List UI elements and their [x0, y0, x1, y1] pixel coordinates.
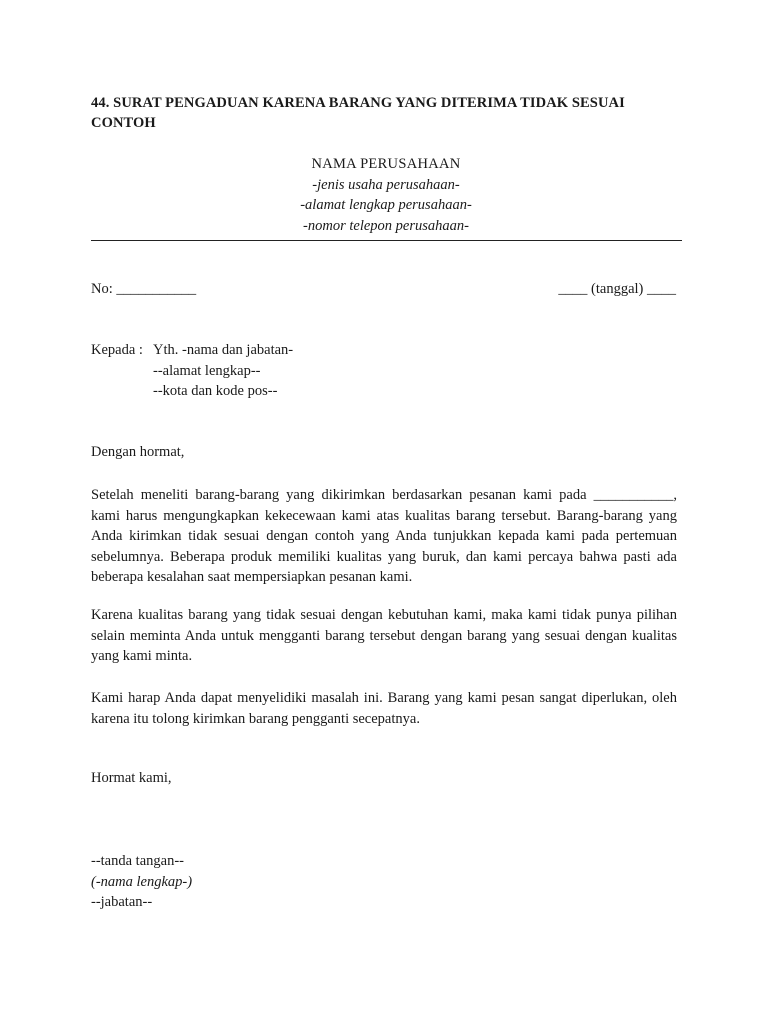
- letter-date: ____ (tanggal) ____: [558, 281, 676, 297]
- paragraph-1: Setelah meneliti barang-barang yang dikirimkan berdasarkan pesanan kami pada ___________, kami harus mengungkapkan kekecewaan kami atas kualitas barang tersebut. Barang-barang yang Anda kirimkan tidak sesuai dengan contoh yang Anda tunjukkan kepada kami pada pertemuan sebelumnya. Beberapa produk memiliki kualitas yang buruk, dan kami percaya bahwa pasti ada beberapa kesalahan saat mempersiapkan pesanan kami.: [91, 487, 677, 586]
- signature-line: --tanda tangan--: [91, 853, 184, 869]
- recipient-address: --alamat lengkap--: [153, 362, 261, 379]
- company-address: -alamat lengkap perusahaan-: [300, 197, 472, 213]
- recipient-city: --kota dan kode pos--: [153, 383, 278, 399]
- business-type: -jenis usaha perusahaan-: [312, 176, 460, 193]
- recipient-name: Yth. -nama dan jabatan-: [153, 342, 294, 358]
- paragraph-3: Kami harap Anda dapat menyelidiki masalah ini. Barang yang kami pesan sangat diperlukan, oleh karena itu tolong kirimkan barang pengganti secepatnya.: [91, 690, 677, 727]
- company-phone: -nomor telepon perusahaan-: [303, 217, 469, 234]
- signature-block: [91, 851, 192, 913]
- paragraph-2: Karena kualitas barang yang tidak sesuai dengan kebutuhan kami, maka kami tidak punya pilihan selain meminta Anda untuk mengganti barang tersebut dengan barang yang sesuai dengan kualitas yang kami minta.: [91, 607, 677, 665]
- signer-name: (-nama lengkap-): [91, 873, 193, 890]
- signer-position: --jabatan--: [91, 894, 153, 910]
- recipient-label: Kepada :: [91, 342, 143, 358]
- letter-number: No: ___________: [91, 281, 197, 297]
- closing: Hormat kami,: [91, 770, 172, 786]
- letterhead-divider: [91, 240, 682, 241]
- recipient-block: [91, 340, 293, 402]
- company-name: NAMA PERUSAHAAN: [311, 156, 461, 172]
- greeting: Dengan hormat,: [91, 444, 185, 460]
- letterhead: [91, 154, 681, 236]
- document-title: 44. SURAT PENGADUAN KARENA BARANG YANG DITERIMA TIDAK SESUAI CONTOH: [91, 95, 625, 131]
